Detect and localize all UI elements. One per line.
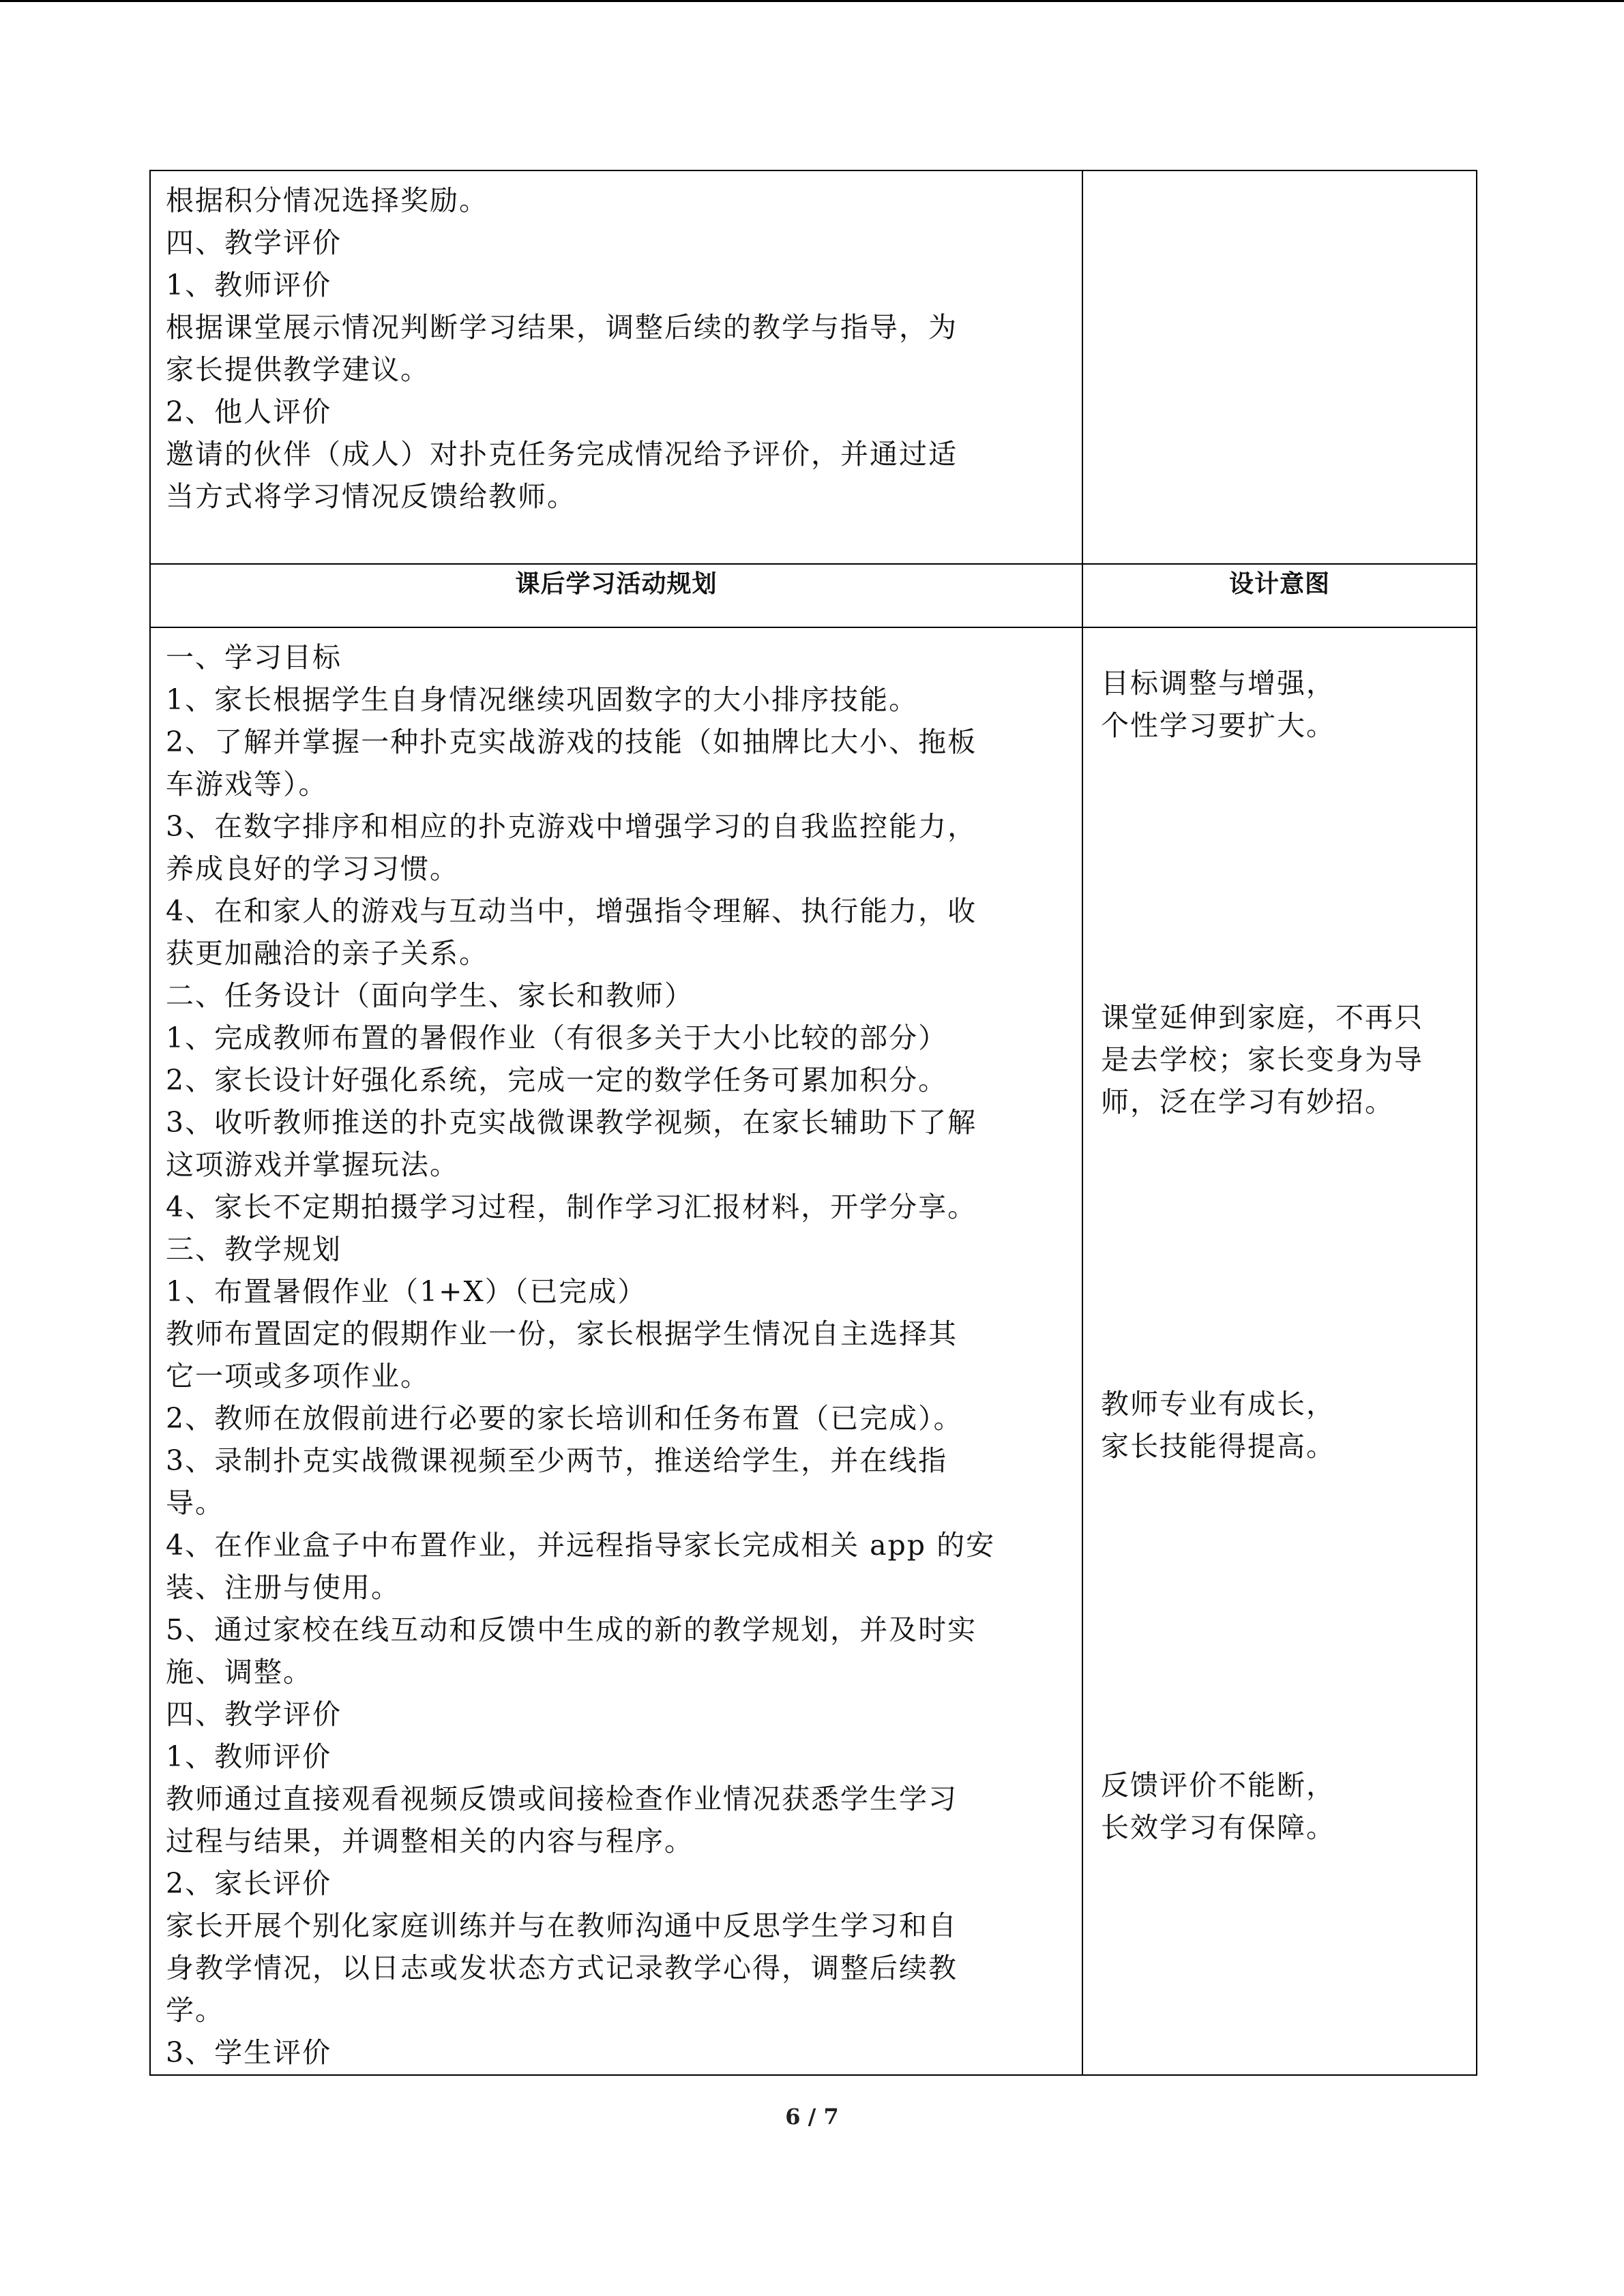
text-line: 家长提供教学建议。	[166, 353, 430, 386]
activity-plan-cell	[150, 627, 1082, 2075]
design-note-planning	[1101, 1383, 1469, 1467]
text-line: 3、收听教师推送的扑克实战微课教学视频，在家长辅助下了解	[166, 1106, 977, 1139]
design-note-tasks	[1101, 996, 1469, 1123]
design-notes	[1083, 628, 1476, 2074]
text-line: 2、家长设计好强化系统，完成一定的数学任务可累加积分。	[166, 1064, 948, 1097]
table-header-row	[150, 564, 1477, 627]
note-line: 个性学习要扩大。	[1101, 709, 1335, 742]
text-line: 获更加融洽的亲子关系。	[166, 937, 488, 970]
text-line: 施、调整。	[166, 1656, 312, 1688]
note-line: 家长技能得提高。	[1101, 1430, 1335, 1463]
text-line: 2、了解并掌握一种扑克实战游戏的技能（如抽牌比大小、拖板	[166, 726, 977, 758]
text-line: 这项游戏并掌握玩法。	[166, 1148, 459, 1181]
text-line: 过程与结果，并调整相关的内容与程序。	[166, 1825, 694, 1858]
section-heading: 一、学习目标	[166, 641, 342, 674]
design-note-evaluation	[1101, 1764, 1469, 1849]
lesson-plan-table	[149, 170, 1477, 2076]
header-activity-plan: 课后学习活动规划	[150, 564, 1082, 627]
table-row	[150, 170, 1477, 564]
text-line: 根据课堂展示情况判断学习结果，调整后续的教学与指导，为	[166, 311, 958, 344]
text-line: 教师通过直接观看视频反馈或间接检查作业情况获悉学生学习	[166, 1783, 958, 1815]
table-row	[150, 627, 1477, 2075]
top-section-text	[151, 171, 1082, 518]
text-line: 当方式将学习情况反馈给教师。	[166, 480, 576, 513]
text-line: 2、家长评价	[166, 1867, 332, 1900]
section-heading: 二、任务设计（面向学生、家长和教师）	[166, 979, 694, 1012]
top-border-line	[0, 0, 1624, 2]
text-line: 装、注册与使用。	[166, 1571, 400, 1604]
text-line: 1、教师评价	[166, 269, 332, 301]
section-heading: 四、教学评价	[166, 1698, 342, 1731]
text-line: 5、通过家校在线互动和反馈中生成的新的教学规划，并及时实	[166, 1613, 977, 1646]
note-line: 教师专业有成长，	[1101, 1388, 1335, 1420]
text-line: 4、在作业盒子中布置作业，并远程指导家长完成相关 app 的安	[166, 1529, 996, 1562]
text-line: 车游戏等）。	[166, 768, 328, 801]
text-line: 4、家长不定期拍摄学习过程，制作学习汇报材料，开学分享。	[166, 1191, 977, 1223]
design-intent-cell	[1082, 627, 1477, 2075]
text-line: 教师布置固定的假期作业一份，家长根据学生情况自主选择其	[166, 1317, 958, 1350]
page-number: 6 / 7	[785, 2104, 839, 2130]
activity-plan-text	[151, 628, 1082, 2074]
text-line: 导。	[166, 1487, 224, 1519]
text-line: 它一项或多项作业。	[166, 1360, 430, 1392]
text-line: 3、录制扑克实战微课视频至少两节，推送给学生，并在线指	[166, 1444, 948, 1477]
text-line: 1、家长根据学生自身情况继续巩固数字的大小排序技能。	[166, 683, 919, 716]
note-line: 长效学习有保障。	[1101, 1811, 1335, 1844]
note-line: 目标调整与增强，	[1101, 667, 1335, 700]
text-line: 1、完成教师布置的暑假作业（有很多关于大小比较的部分）	[166, 1022, 948, 1054]
text-line: 养成良好的学习习惯。	[166, 852, 459, 885]
top-left-cell	[150, 170, 1082, 564]
text-line: 1、布置暑假作业（1+X）（已完成）	[166, 1275, 647, 1308]
text-line: 家长开展个别化家庭训练并与在教师沟通中反思学生学习和自	[166, 1909, 958, 1942]
header-design-intent: 设计意图	[1082, 564, 1477, 627]
text-line: 四、教学评价	[166, 226, 342, 259]
note-line: 课堂延伸到家庭，不再只	[1101, 1001, 1423, 1034]
text-line: 1、教师评价	[166, 1740, 332, 1773]
note-line: 反馈评价不能断，	[1101, 1769, 1335, 1802]
design-note-goals	[1101, 662, 1469, 747]
text-line: 2、他人评价	[166, 396, 332, 428]
note-line: 是去学校；家长变身为导	[1101, 1043, 1423, 1076]
text-line: 根据积分情况选择奖励。	[166, 184, 488, 217]
text-line: 邀请的伙伴（成人）对扑克任务完成情况给予评价，并通过适	[166, 438, 958, 471]
text-line: 2、教师在放假前进行必要的家长培训和任务布置（已完成）。	[166, 1402, 963, 1435]
note-line: 师，泛在学习有妙招。	[1101, 1086, 1394, 1118]
section-heading: 三、教学规划	[166, 1233, 342, 1266]
top-right-cell	[1082, 170, 1477, 564]
text-line: 4、在和家人的游戏与互动当中，增强指令理解、执行能力，收	[166, 895, 977, 927]
text-line: 学。	[166, 1994, 224, 2027]
text-line: 3、在数字排序和相应的扑克游戏中增强学习的自我监控能力，	[166, 810, 977, 843]
text-line: 身教学情况，以日志或发状态方式记录教学心得，调整后续教	[166, 1952, 958, 1984]
text-line: 3、学生评价	[166, 2036, 332, 2069]
